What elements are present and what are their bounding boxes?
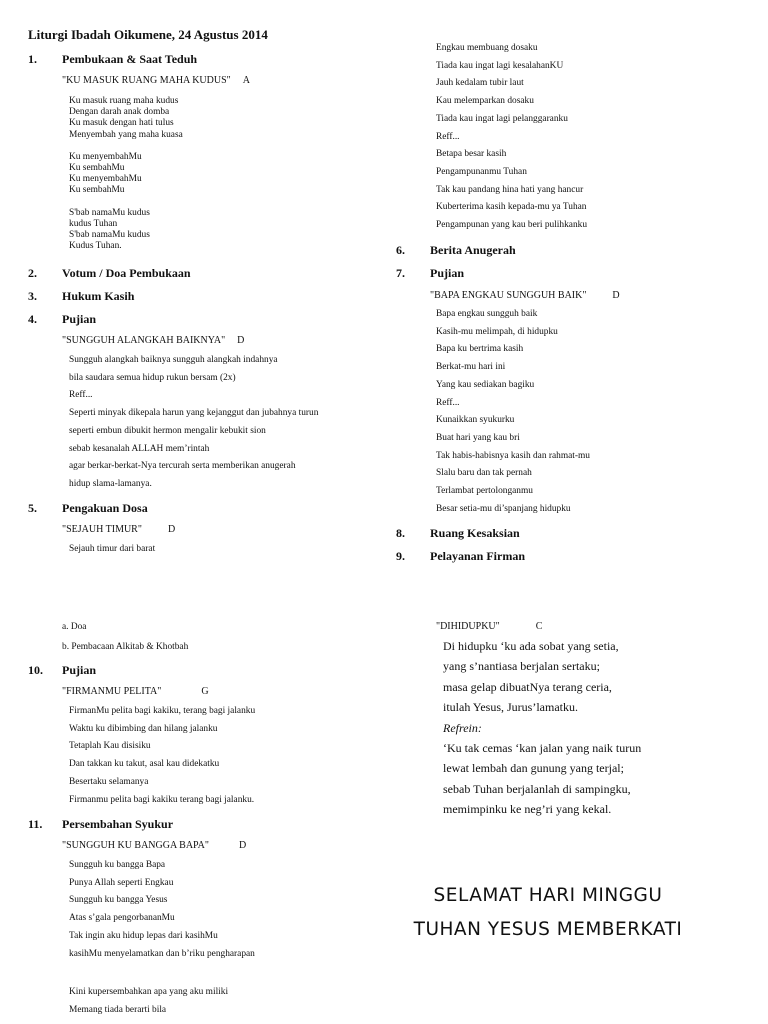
- section-3: [28, 289, 134, 304]
- lyric-line: Punya Allah seperti Engkau: [69, 877, 174, 888]
- song-title-dihidupku: [436, 621, 542, 632]
- lyric-line: agar berkar-berkat-Nya tercurah serta memberikan anugerah: [69, 461, 296, 472]
- lyric-line: ‘Ku tak cemas ‘kan jalan yang naik turun: [443, 741, 642, 756]
- section-number: 9.: [396, 549, 405, 563]
- song-title-text: "KU MASUK RUANG MAHA KUDUS": [62, 75, 231, 86]
- lyric-line: Berkat-mu hari ini: [436, 362, 506, 373]
- refrain-label: Refrein:: [443, 720, 482, 735]
- song-key: D: [612, 290, 620, 301]
- section-label: Persembahan Syukur: [62, 817, 174, 831]
- lyric-line: Buat hari yang kau bri: [436, 432, 520, 443]
- lyric-line: Dan takkan ku takut, asal kau didekatku: [69, 759, 220, 770]
- lyric-line: FirmanMu pelita bagi kakiku, terang bagi jalanku: [69, 706, 256, 716]
- song-title-masuk: [62, 75, 250, 86]
- lyric-line: Betapa besar kasih: [436, 149, 507, 160]
- document-title: Liturgi Ibadah Oikumene, 24 Agustus 2014: [28, 27, 268, 42]
- lyric-line: hidup slama-lamanya.: [69, 478, 152, 489]
- song-title-text: "DIHIDUPKU": [436, 621, 500, 632]
- sub-item-bacaan: b. Pembacaan Alkitab & Khotbah: [62, 642, 189, 652]
- lyric-line: Kudus Tuhan.: [69, 241, 122, 252]
- section-label: Votum / Doa Pembukaan: [62, 266, 191, 280]
- lyric-line: Terlambat pertolonganmu: [436, 486, 533, 497]
- lyric-line: itulah Yesus, Jurus’lamatku.: [443, 700, 578, 715]
- lyric-line: Bapa engkau sungguh baik: [436, 309, 538, 319]
- lyrics-dihidupku: [443, 636, 641, 820]
- lyric-line: sebab kesanalah ALLAH mem’rintah: [69, 443, 210, 454]
- lyrics-bapa: [436, 306, 590, 518]
- lyric-line: Kuberterima kasih kepada-mu ya Tuhan: [436, 202, 587, 213]
- lyric-line: Pengampunanmu Tuhan: [436, 166, 527, 177]
- lyric-line: Ku masuk ruang maha kudus: [69, 96, 179, 106]
- section-5: [28, 501, 148, 516]
- lyrics-timur: [69, 541, 155, 559]
- lyric-line: Ku menyembahMu: [69, 174, 142, 185]
- lyric-line: Reff...: [436, 397, 460, 408]
- lyric-line: Kunaikkan syukurku: [436, 415, 515, 426]
- lyric-line: Engkau membuang dosaku: [436, 43, 538, 53]
- section-number: 11.: [28, 817, 43, 831]
- section-number: 2.: [28, 266, 37, 280]
- lyrics-timur-cont: [436, 40, 587, 235]
- lyric-line: memimpinku ke neg’ri yang kekal.: [443, 802, 612, 817]
- lyric-line: sebab Tuhan berjalanlah di sampingku,: [443, 781, 631, 796]
- song-title-bapa: [430, 290, 620, 301]
- lyric-line: Ku sembahMu: [69, 185, 125, 196]
- section-8: [396, 526, 520, 541]
- section-number: 3.: [28, 289, 37, 303]
- lyric-line: S'bab namaMu kudus: [69, 230, 150, 241]
- lyrics-pelita: [69, 703, 255, 809]
- lyric-line: Sungguh alangkah baiknya sungguh alangkah indahnya: [69, 355, 278, 365]
- section-label: Pujian: [62, 663, 97, 677]
- lyric-line: Tiada kau ingat lagi pelanggaranku: [436, 113, 568, 124]
- lyric-line: Tak kau pandang hina hati yang hancur: [436, 184, 584, 195]
- lyric-line: Firmanmu pelita bagi kakiku terang bagi jalanku.: [69, 794, 255, 805]
- lyric-line: Pengampunan yang kau beri pulihkanku: [436, 220, 588, 231]
- section-9: [396, 549, 525, 564]
- lyric-line: Atas s’gala pengorbananMu: [69, 913, 175, 924]
- song-title-timur: [62, 524, 175, 535]
- section-label: Pujian: [430, 266, 465, 280]
- lyric-line: S'bab namaMu kudus: [69, 207, 150, 218]
- verse-gap: [69, 141, 183, 152]
- song-title-bangga: [62, 840, 246, 851]
- song-title-text: "FIRMANMU PELITA": [62, 686, 162, 697]
- lyrics-bangga: [69, 857, 255, 963]
- lyric-line: Reff...: [69, 390, 93, 401]
- lyric-line: Yang kau sediakan bagiku: [436, 379, 535, 390]
- lyric-line: Besertaku selamanya: [69, 776, 149, 787]
- lyric-line: Besar setia-mu di’spanjang hidupku: [436, 503, 571, 514]
- lyric-line: Jauh kedalam tubir laut: [436, 78, 524, 89]
- lyric-line: Dengan darah anak domba: [69, 107, 170, 118]
- section-number: 1.: [28, 52, 37, 66]
- section-number: 10.: [28, 663, 43, 677]
- lyric-line: masa gelap dibuatNya terang ceria,: [443, 679, 612, 694]
- lyric-line: Slalu baru dan tak pernah: [436, 468, 532, 479]
- section-label: Berita Anugerah: [430, 243, 516, 257]
- section-label: Pujian: [62, 312, 97, 326]
- lyric-line: Tak ingin aku hidup lepas dari kasihMu: [69, 930, 218, 941]
- song-key: G: [201, 686, 209, 697]
- lyric-line: Memang tiada berarti bila: [69, 1004, 167, 1015]
- song-title-alangkah: [62, 335, 244, 346]
- section-number: 4.: [28, 312, 37, 326]
- song-title-text: "BAPA ENGKAU SUNGGUH BAIK": [430, 290, 587, 301]
- section-10: [28, 663, 96, 678]
- lyric-line: Bapa ku bertrima kasih: [436, 344, 524, 355]
- section-1: [28, 52, 197, 67]
- sub-item-doa: a. Doa: [62, 622, 87, 632]
- section-label: Pelayanan Firman: [430, 549, 525, 563]
- lyric-line: Ku masuk dengan hati tulus: [69, 118, 174, 129]
- lyric-line: lewat lembah dan gunung yang terjal;: [443, 761, 624, 776]
- lyric-line: Reff...: [436, 131, 460, 142]
- lyric-line: Ku sembahMu: [69, 163, 125, 174]
- lyric-line: Sungguh ku bangga Bapa: [69, 860, 166, 870]
- closing-greeting: SELAMAT HARI MINGGU: [433, 885, 663, 906]
- section-11: [28, 817, 173, 832]
- lyric-line: Sungguh ku bangga Yesus: [69, 895, 168, 906]
- lyric-line: Sejauh timur dari barat: [69, 544, 156, 554]
- section-number: 8.: [396, 526, 405, 540]
- section-6: [396, 243, 516, 258]
- section-label: Pengakuan Dosa: [62, 501, 148, 515]
- section-number: 5.: [28, 501, 37, 515]
- song-title-text: "SUNGGUH ALANGKAH BAIKNYA": [62, 335, 226, 346]
- section-label: Pembukaan & Saat Teduh: [62, 52, 198, 66]
- section-label: Hukum Kasih: [62, 289, 135, 303]
- lyric-line: Tak habis-habisnya kasih dan rahmat-mu: [436, 450, 590, 461]
- verse-gap: [69, 197, 183, 208]
- lyric-line: Kini kupersembahkan apa yang aku miliki: [69, 987, 229, 997]
- lyric-line: kudus Tuhan: [69, 218, 118, 229]
- section-label: Ruang Kesaksian: [430, 526, 520, 540]
- lyric-line: Di hidupku ‘ku ada sobat yang setia,: [443, 639, 619, 653]
- section-7: [396, 266, 464, 281]
- song-key: D: [237, 335, 245, 346]
- song-key: D: [167, 524, 176, 535]
- song-key: A: [242, 75, 250, 86]
- lyric-line: Ku menyembahMu: [69, 151, 142, 162]
- lyric-line: seperti embun dibukit hermon mengalir kebukit sion: [69, 425, 266, 436]
- lyric-line: yang s’nantiasa berjalan sertaku;: [443, 659, 600, 674]
- lyrics-bangga-cont: [69, 984, 228, 1019]
- lyric-line: Kau melemparkan dosaku: [436, 96, 534, 107]
- lyric-line: bila saudara semua hidup rukun bersam (2x): [69, 372, 236, 383]
- song-title-text: "SUNGGUH KU BANGGA BAPA": [62, 840, 209, 851]
- lyric-line: Seperti minyak dikepala harun yang kejanggut dan jubahnya turun: [69, 408, 319, 419]
- song-key: C: [535, 621, 543, 632]
- lyric-line: kasihMu menyelamatkan dan b’riku pengharapan: [69, 948, 255, 959]
- lyric-line: Waktu ku dibimbing dan hilang jalanku: [69, 723, 218, 734]
- lyric-line: Menyembah yang maha kuasa: [69, 129, 183, 140]
- section-number: 7.: [396, 266, 405, 280]
- song-title-text: "SEJAUH TIMUR": [62, 524, 142, 535]
- lyrics-alangkah: [69, 352, 318, 494]
- section-number: 6.: [396, 243, 405, 257]
- lyric-line: Kasih-mu melimpah, di hidupku: [436, 326, 558, 337]
- song-title-pelita: [62, 686, 209, 697]
- section-2: [28, 266, 191, 281]
- lyric-line: Tetaplah Kau disisiku: [69, 741, 151, 752]
- closing-blessing: TUHAN YESUS MEMBERKATI: [413, 919, 683, 940]
- lyrics-masuk: [69, 96, 183, 252]
- song-key: D: [238, 840, 247, 851]
- lyric-line: Tiada kau ingat lagi kesalahanKU: [436, 60, 564, 71]
- section-4: [28, 312, 96, 327]
